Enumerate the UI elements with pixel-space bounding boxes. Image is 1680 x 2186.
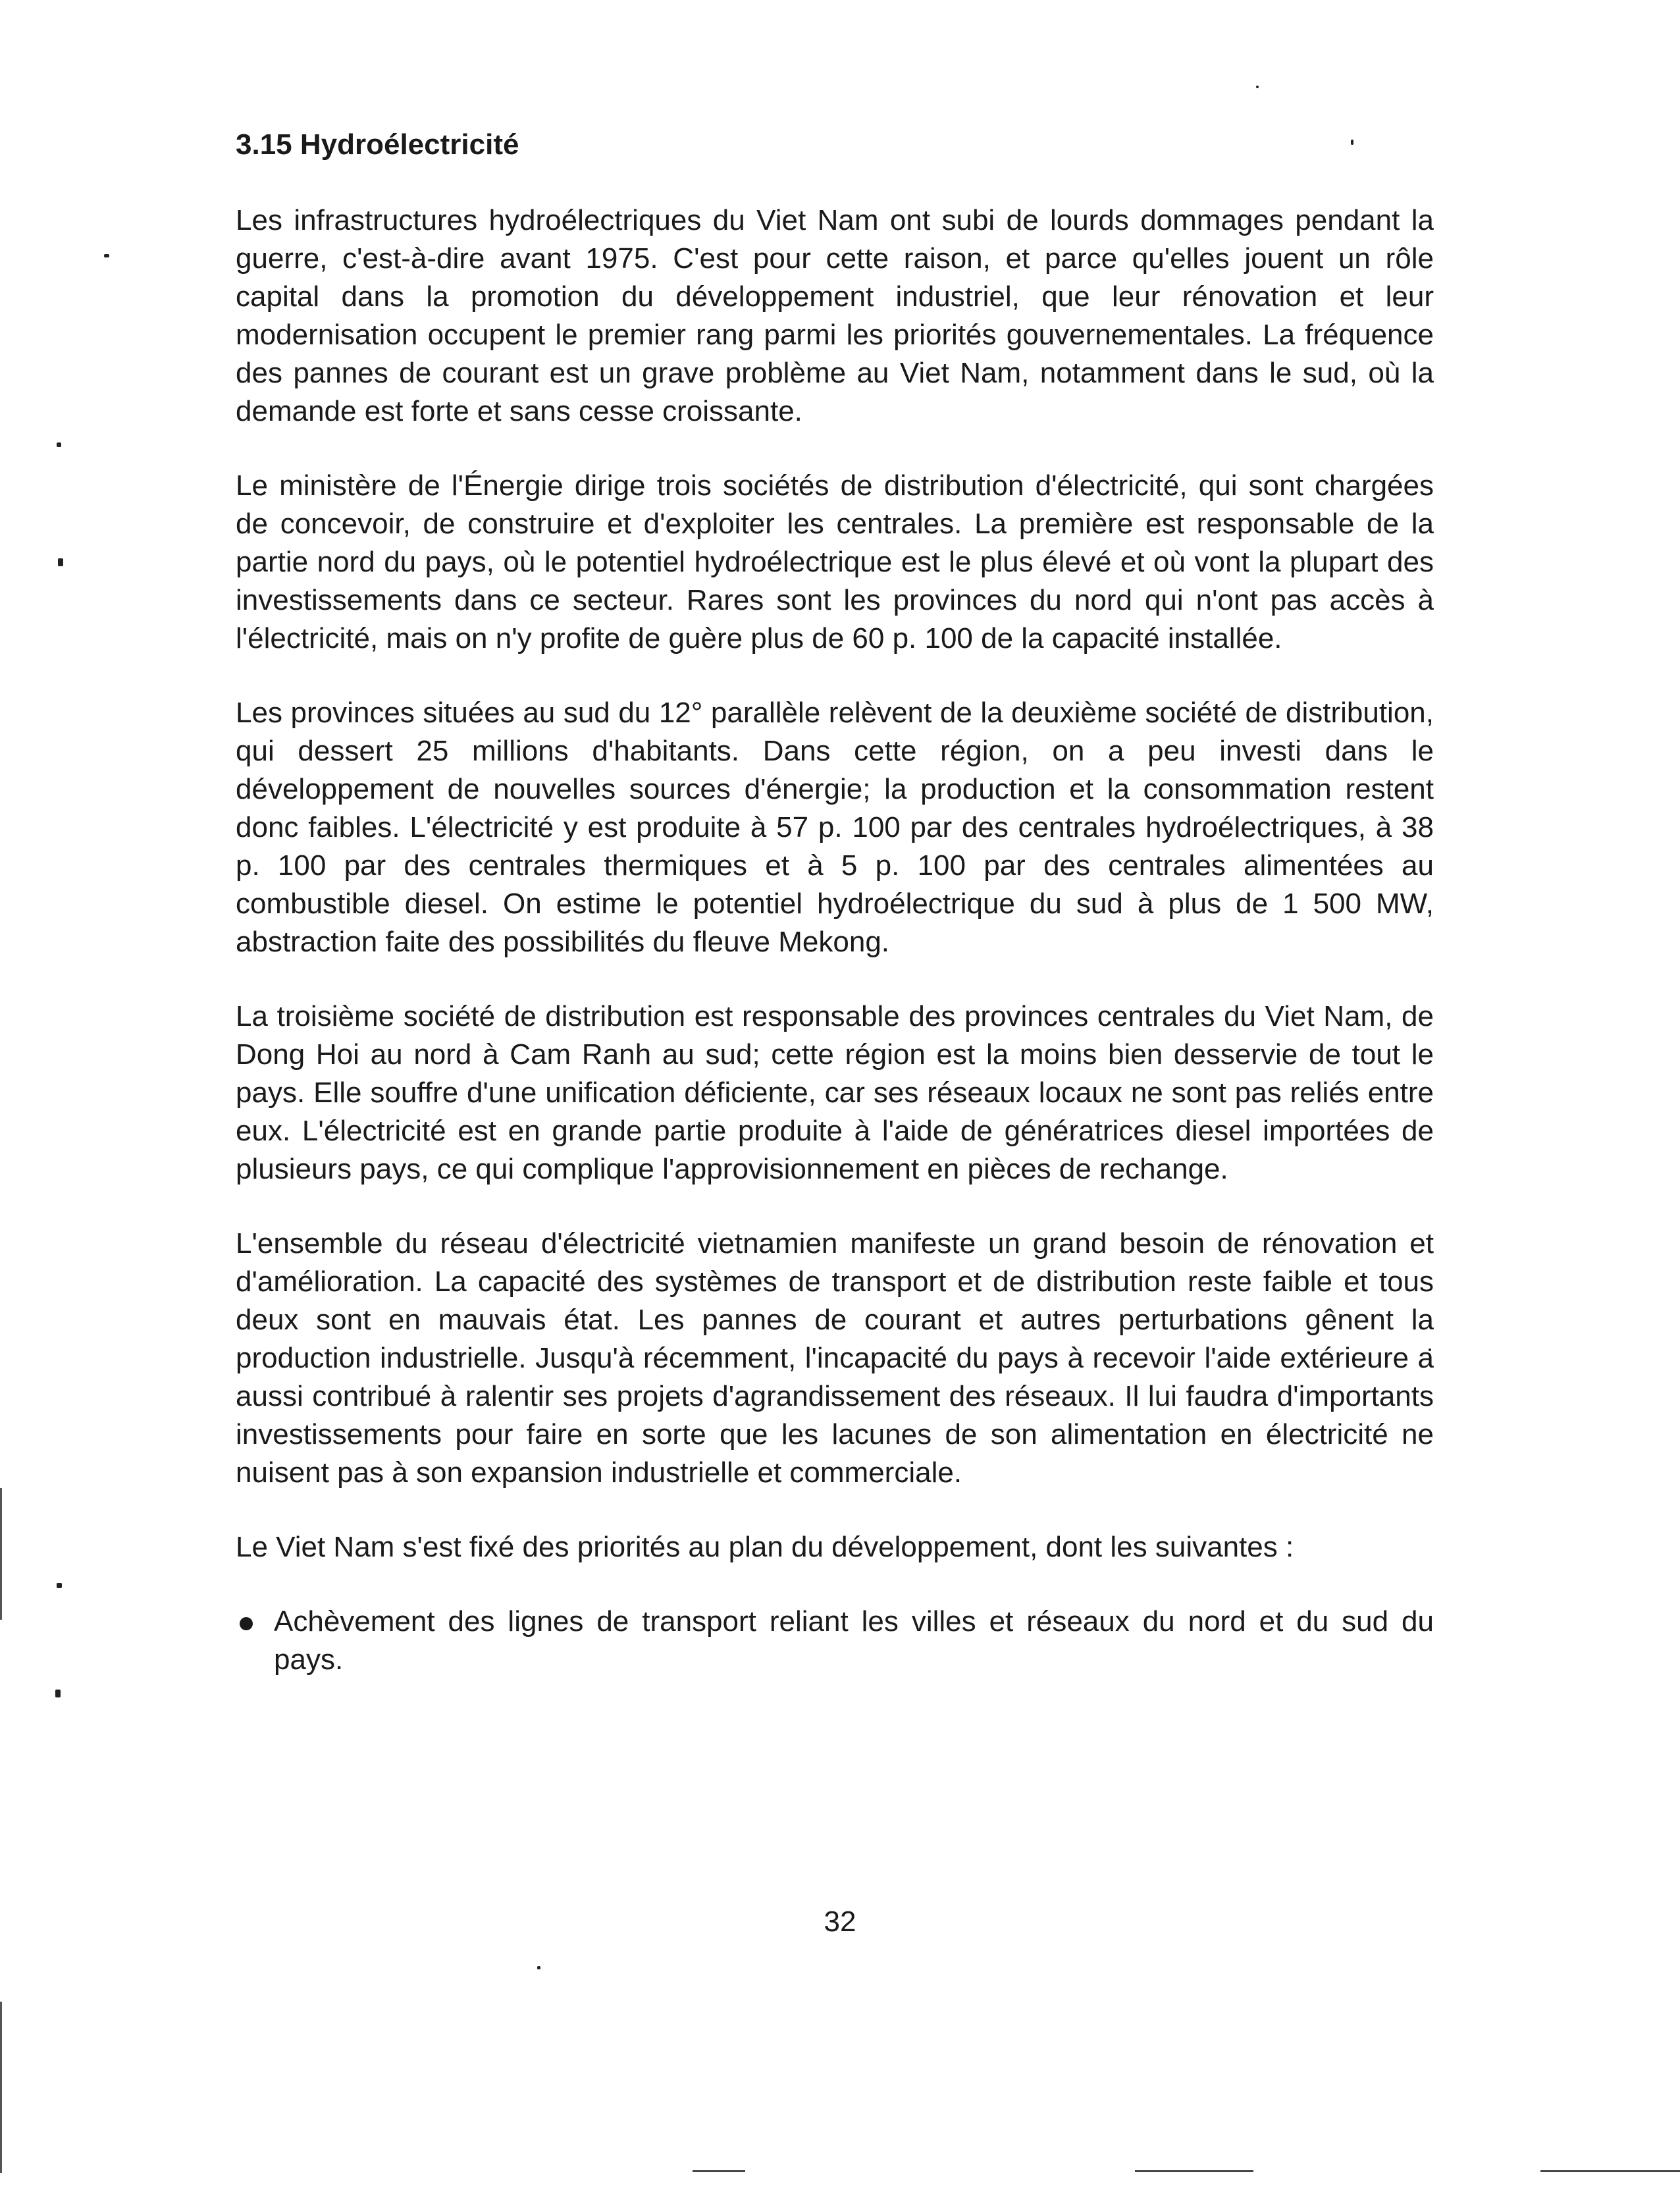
paragraph-network-renovation: L'ensemble du réseau d'électricité vietnamien manifeste un grand besoin de rénovation et d'amélioration. La capacité des systèmes de transport et de distribution reste faible et tous deux sont en mauvais état. Les pannes de courant et autres perturbations gênent la production industrielle. Jusqu'à récemment, l'incapacité du pays à recevoir l'aide extérieure a aussi contribué à ralentir ses projets d'agrandissement des réseaux. Il lui faudra d'importants investissements pour faire en sorte que les lacunes de son alimentation en électricité ne nuisent pas à son expansion industrielle et commerciale.	[236, 1227, 1434, 1489]
paragraph-infrastructure-damage: Les infrastructures hydroélectriques du Viet Nam ont subi de lourds dommages pendant la guerre, c'est-à-dire avant 1975. C'est pour cette raison, et parce qu'elles jouent un rôle capital dans la promotion du développement industriel, que leur rénovation et leur modernisation occupent le premier rang parmi les priorités gouvernementales. La fréquence des pannes de courant est un grave problème au Viet Nam, notamment dans le sud, où la demande est forte et sans cesse croissante.	[236, 204, 1434, 427]
scan-speck	[57, 1583, 62, 1588]
bullet-icon	[240, 1617, 253, 1630]
scan-speck	[537, 1966, 540, 1969]
scan-speck	[104, 254, 109, 257]
scan-edge-line	[0, 1488, 2, 1620]
priorities-intro: Le Viet Nam s'est fixé des priorités au plan du développement, dont les suivantes :	[236, 1531, 1294, 1563]
scan-edge-rule	[1135, 2170, 1253, 2172]
priorities-list	[236, 1603, 1434, 1679]
paragraph-central-provinces: La troisième société de distribution est responsable des provinces centrales du Viet Nam, de Dong Hoi au nord à Cam Ranh au sud; cette région est la moins bien desservie de tout le pays. Elle souffre d'une unification déficiente, car ses réseaux locaux ne sont pas reliés entre eux. L'électricité est en grande partie produite à l'aide de génératrices diesel importées de plusieurs pays, ce qui complique l'approvisionnement en pièces de rechange.	[236, 1000, 1434, 1185]
scan-speck	[55, 1690, 61, 1697]
scan-speck	[1256, 86, 1259, 88]
scan-speck	[57, 442, 61, 447]
paragraph-southern-provinces: Les provinces situées au sud du 12° parallèle relèvent de la deuxième société de distribution, qui dessert 25 millions d'habitants. Dans cette région, on a peu investi dans le développement de nouvelles sources d'énergie; la production et la consommation restent donc faibles. L'électricité y est produite à 57 p. 100 par des centrales hydroélectriques, à 38 p. 100 par des centrales thermiques et à 5 p. 100 par des centrales alimentées au combustible diesel. On estime le potentiel hydroélectrique du sud à plus de 1 500 MW, abstraction faite des possibilités du fleuve Mekong.	[236, 697, 1434, 958]
list-item	[236, 1603, 1434, 1679]
list-item-text: Achèvement des lignes de transport reliant les villes et réseaux du nord et du sud du pays.	[274, 1605, 1434, 1676]
paragraph-energy-ministry: Le ministère de l'Énergie dirige trois sociétés de distribution d'électricité, qui sont chargées de concevoir, de construire et d'exploiter les centrales. La première est responsable de la partie nord du pays, où le potentiel hydroélectrique est le plus élevé et où vont la plupart des investissements dans ce secteur. Rares sont les provinces du nord qui n'ont pas accès à l'électricité, mais on n'y profite de guère plus de 60 p. 100 de la capacité installée.	[236, 469, 1434, 654]
scan-edge-rule	[1540, 2170, 1680, 2172]
body-text-column	[236, 125, 1434, 1679]
scan-speck	[58, 558, 63, 566]
section-heading: 3.15 Hydroélectricité	[236, 128, 519, 161]
scan-edge-line	[0, 2002, 2, 2173]
scan-edge-rule	[693, 2170, 745, 2172]
page-number: 32	[824, 1906, 856, 1938]
